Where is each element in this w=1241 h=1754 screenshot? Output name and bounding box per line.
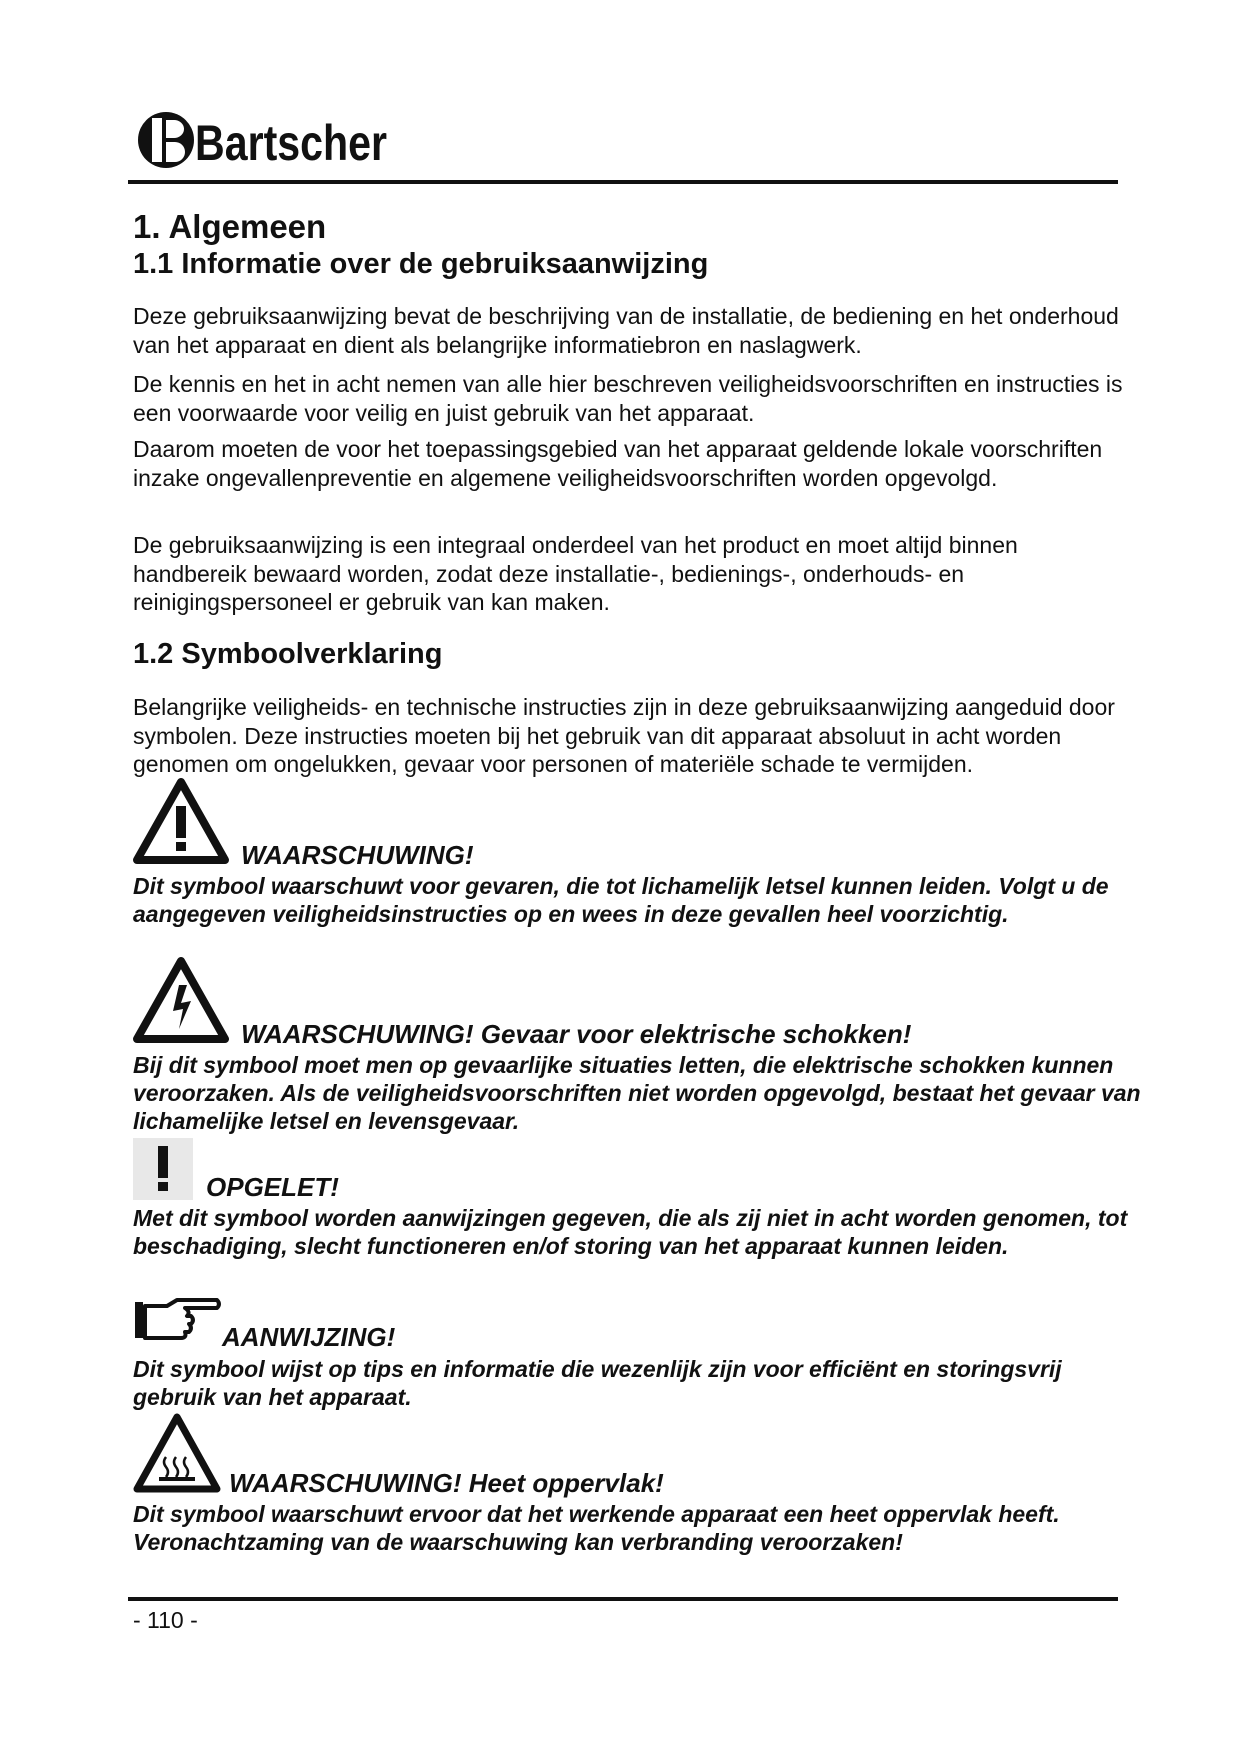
- page-number: - 110 -: [133, 1607, 198, 1633]
- bartscher-logo: [133, 104, 393, 174]
- paragraph: Deze gebruiksaanwijzing bevat de beschrijving van de installatie, de bediening en het onderhoud van het apparaat en dient als belangrijke informatiebron en naslagwerk.: [133, 303, 1119, 358]
- exclamation-box-icon: [133, 1138, 193, 1200]
- header-rule: [128, 180, 1118, 184]
- symbol-description: Dit symbool wijst op tips en informatie die wezenlijk zijn voor efficiënt en storingsvrij gebruik van het apparaat.: [133, 1356, 1062, 1410]
- symbol-title: OPGELET!: [206, 1172, 339, 1202]
- symbol-title: WAARSCHUWING! Gevaar voor elektrische schokken!: [241, 1019, 912, 1049]
- svg-text:Bartscher: Bartscher: [195, 115, 387, 171]
- section-title: 1. Algemeen: [133, 208, 327, 245]
- electric-shock-icon: [133, 957, 229, 1043]
- paragraph: De kennis en het in acht nemen van alle hier beschreven veiligheidsvoorschriften en instructies is een voorwaarde voor veilig en juist gebruik van het apparaat.: [133, 371, 1123, 426]
- symbol-title: WAARSCHUWING!: [241, 840, 474, 870]
- paragraph: Daarom moeten de voor het toepassingsgebied van het apparaat geldende lokale voorschriften inzake ongevallenpreventie en algemene veiligheidsvoorschriften worden opgevolgd.: [133, 436, 1103, 491]
- symbol-title: AANWIJZING!: [222, 1322, 396, 1352]
- subsection-title-symbols: 1.2 Symboolverklaring: [133, 638, 443, 670]
- hot-surface-icon: [133, 1413, 221, 1493]
- subsection-title-info: 1.1 Informatie over de gebruiksaanwijzing: [133, 248, 709, 280]
- symbol-description: Dit symbool waarschuwt ervoor dat het werkende apparaat een heet oppervlak heeft. Veronachtzaming van de waarschuwing kan verbranding veroorzaken!: [133, 1501, 1060, 1555]
- symbol-description: Met dit symbool worden aanwijzingen gegeven, die als zij niet in acht worden genomen, tot beschadiging, slecht functioneren en/of storing van het apparaat kunnen leiden.: [133, 1205, 1128, 1259]
- symbol-title: WAARSCHUWING! Heet oppervlak!: [229, 1468, 664, 1498]
- warning-triangle-icon: [133, 778, 229, 864]
- pointing-hand-icon: [133, 1296, 223, 1342]
- paragraph: De gebruiksaanwijzing is een integraal onderdeel van het product en moet altijd binnen handbereik bewaard worden, zodat deze installatie-, bedienings-, onderhouds- en reinigingspersoneel er gebruik van kan maken.: [133, 532, 1018, 615]
- symbol-description: Bij dit symbool moet men op gevaarlijke situaties letten, die elektrische schokken kunnen veroorzaken. Als de veiligheidsvoorschriften niet worden opgevolgd, bestaat het gevaar van lichamelijke letsel en levensgevaar.: [133, 1052, 1141, 1134]
- paragraph: Belangrijke veiligheids- en technische instructies zijn in deze gebruiksaanwijzing aangeduid door symbolen. Deze instructies moeten bij het gebruik van dit apparaat absoluut in acht worden genomen om ongelukken, gevaar voor personen of materiële schade te vermijden.: [133, 694, 1115, 777]
- footer-rule: [128, 1597, 1118, 1601]
- symbol-description: Dit symbool waarschuwt voor gevaren, die tot lichamelijk letsel kunnen leiden. Volgt u de aangegeven veiligheidsinstructies op en wees in deze gevallen heel voorzichtig.: [133, 873, 1109, 927]
